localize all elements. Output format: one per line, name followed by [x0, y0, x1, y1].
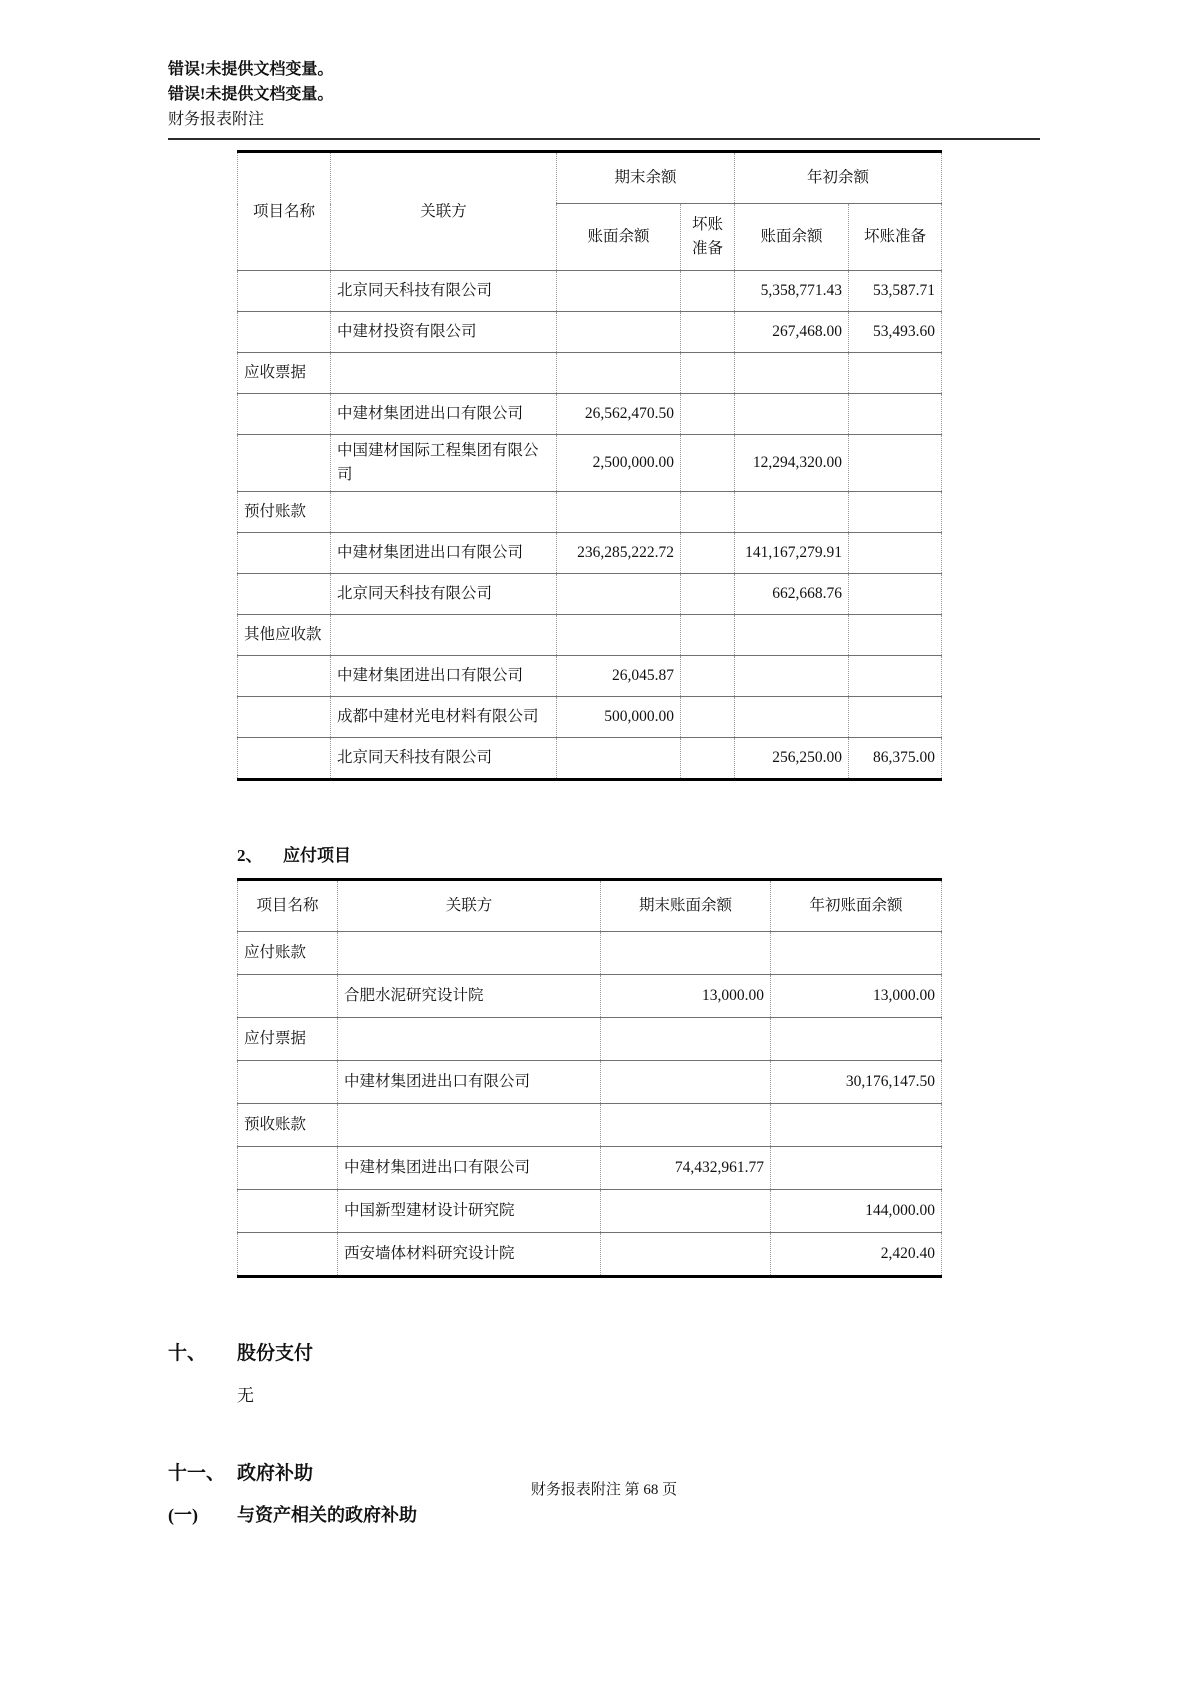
cell-item: [238, 1147, 338, 1190]
header-docvar-line-1: 错误!未提供文档变量。: [168, 61, 334, 78]
cell-party: [331, 353, 557, 394]
cell-beg-balance: 30,176,147.50: [771, 1061, 942, 1104]
table-row: [238, 1147, 942, 1190]
cell-beg-balance: [771, 1018, 942, 1061]
cell-end-bad: [681, 574, 735, 615]
cell-item: 其他应收款: [238, 615, 331, 656]
cell-item: [238, 312, 331, 353]
cell-item: [238, 1190, 338, 1233]
cell-item: [238, 738, 331, 780]
cell-beg-bad: [849, 353, 942, 394]
cell-end-bad: [681, 271, 735, 312]
cell-beg-bad: 53,587.71: [849, 271, 942, 312]
col-header-party: 关联方: [331, 152, 557, 271]
col-header-end-bad-debt: 坏账准备: [681, 204, 735, 271]
table-row: [238, 1018, 942, 1061]
cell-end-book: [557, 312, 681, 353]
section-title: 政府补助: [237, 1463, 314, 1485]
table-row: [238, 394, 942, 435]
cell-end-balance: [601, 1233, 771, 1277]
cell-beg-book: [735, 615, 849, 656]
header-docvar-line-2: 错误!未提供文档变量。: [168, 85, 334, 103]
section-heading-payables: [237, 841, 1040, 866]
cell-end-book: 236,285,222.72: [557, 533, 681, 574]
cell-end-balance: 13,000.00: [601, 975, 771, 1018]
cell-end-balance: [601, 1061, 771, 1104]
section-heading-asset-grants: [168, 1501, 1040, 1527]
cell-end-book: [557, 271, 681, 312]
cell-beg-book: 256,250.00: [735, 738, 849, 780]
cell-party: [331, 615, 557, 656]
cell-party: 北京同天科技有限公司: [331, 271, 557, 312]
section-title: 应付项目: [283, 846, 351, 866]
cell-beg-bad: [849, 656, 942, 697]
cell-beg-bad: [849, 492, 942, 533]
cell-item: [238, 574, 331, 615]
cell-end-book: [557, 615, 681, 656]
cell-beg-book: 267,468.00: [735, 312, 849, 353]
related-party-receivables-table: [237, 150, 942, 781]
col-header-beg-book-balance: 账面余额: [735, 204, 849, 271]
cell-end-book: [557, 574, 681, 615]
cell-party: [338, 1018, 601, 1061]
cell-beg-book: [735, 353, 849, 394]
cell-end-balance: [601, 1018, 771, 1061]
section-heading-share-payment: [168, 1338, 1040, 1365]
cell-beg-book: 5,358,771.43: [735, 271, 849, 312]
cell-end-book: [557, 738, 681, 780]
cell-end-book: [557, 492, 681, 533]
cell-party: 中建材集团进出口有限公司: [331, 533, 557, 574]
table-row: [238, 1061, 942, 1104]
cell-beg-book: [735, 697, 849, 738]
col-header-ending-balance: 期末余额: [557, 152, 735, 204]
cell-beg-bad: [849, 697, 942, 738]
cell-beg-bad: 53,493.60: [849, 312, 942, 353]
cell-party: 中国新型建材设计研究院: [338, 1190, 601, 1233]
section-number: (一): [168, 1505, 198, 1526]
cell-item: [238, 1233, 338, 1277]
cell-end-book: [557, 353, 681, 394]
cell-party: [331, 492, 557, 533]
table-row: [238, 697, 942, 738]
cell-beg-balance: 2,420.40: [771, 1233, 942, 1277]
table-row: [238, 932, 942, 975]
cell-end-bad: [681, 353, 735, 394]
cell-item: [238, 533, 331, 574]
header-title: 财务报表附注: [168, 110, 265, 128]
table-row: [238, 353, 942, 394]
section-number: 十一、: [168, 1463, 226, 1485]
cell-party: 中建材集团进出口有限公司: [331, 394, 557, 435]
cell-beg-balance: [771, 1147, 942, 1190]
cell-party: 合肥水泥研究设计院: [338, 975, 601, 1018]
cell-beg-balance: [771, 932, 942, 975]
cell-party: 成都中建材光电材料有限公司: [331, 697, 557, 738]
cell-end-bad: [681, 533, 735, 574]
cell-beg-bad: [849, 435, 942, 492]
col-header-beginning-balance: 年初余额: [735, 152, 942, 204]
col-header-beg-bad-debt: 坏账准备: [849, 204, 942, 271]
cell-end-bad: [681, 435, 735, 492]
table-row: [238, 1190, 942, 1233]
cell-end-book: 26,045.87: [557, 656, 681, 697]
cell-beg-book: [735, 656, 849, 697]
page-header: [168, 58, 1040, 140]
table-row: [238, 1104, 942, 1147]
section-title: 与资产相关的政府补助: [237, 1505, 417, 1526]
cell-item: [238, 975, 338, 1018]
cell-item: 应付账款: [238, 932, 338, 975]
header-rule: [168, 138, 1040, 140]
table-row: [238, 312, 942, 353]
cell-beg-book: 12,294,320.00: [735, 435, 849, 492]
page-footer: 财务报表附注 第 68 页: [530, 1482, 678, 1498]
cell-end-bad: [681, 312, 735, 353]
table-row: [238, 492, 942, 533]
table-row: [238, 1233, 942, 1277]
payables-table-wrap: [237, 878, 941, 1278]
cell-beg-bad: [849, 615, 942, 656]
cell-beg-bad: [849, 394, 942, 435]
cell-party: 西安墙体材料研究设计院: [338, 1233, 601, 1277]
cell-end-book: 500,000.00: [557, 697, 681, 738]
cell-party: 中建材集团进出口有限公司: [338, 1061, 601, 1104]
col-header-item: 项目名称: [238, 880, 338, 932]
table-row: [238, 656, 942, 697]
col-header-item: 项目名称: [238, 152, 331, 271]
cell-item: 应付票据: [238, 1018, 338, 1061]
cell-end-balance: [601, 1104, 771, 1147]
cell-party: 中国建材国际工程集团有限公司: [331, 435, 557, 492]
cell-item: [238, 697, 331, 738]
cell-party: 中建材集团进出口有限公司: [338, 1147, 601, 1190]
cell-beg-balance: [771, 1104, 942, 1147]
cell-end-balance: [601, 932, 771, 975]
cell-beg-balance: 144,000.00: [771, 1190, 942, 1233]
col-header-end-book-balance: 账面余额: [557, 204, 681, 271]
table-row: [238, 533, 942, 574]
table-row: [238, 574, 942, 615]
related-party-payables-table: [237, 878, 942, 1278]
table-header-row: [238, 152, 942, 204]
col-header-beginning-book-balance: 年初账面余额: [771, 880, 942, 932]
cell-item: [238, 435, 331, 492]
section-number: 2、: [237, 846, 263, 866]
table-row: [238, 435, 942, 492]
col-header-ending-book-balance: 期末账面余额: [601, 880, 771, 932]
cell-end-book: 2,500,000.00: [557, 435, 681, 492]
cell-end-bad: [681, 492, 735, 533]
cell-item: 应收票据: [238, 353, 331, 394]
cell-party: 北京同天科技有限公司: [331, 738, 557, 780]
cell-beg-book: 662,668.76: [735, 574, 849, 615]
cell-item: [238, 1061, 338, 1104]
cell-end-book: 26,562,470.50: [557, 394, 681, 435]
cell-end-bad: [681, 656, 735, 697]
cell-beg-book: 141,167,279.91: [735, 533, 849, 574]
table-row: [238, 975, 942, 1018]
cell-end-balance: [601, 1190, 771, 1233]
cell-end-bad: [681, 615, 735, 656]
cell-party: [338, 1104, 601, 1147]
cell-end-balance: 74,432,961.77: [601, 1147, 771, 1190]
cell-end-bad: [681, 697, 735, 738]
cell-party: 北京同天科技有限公司: [331, 574, 557, 615]
cell-item: [238, 656, 331, 697]
cell-beg-bad: 86,375.00: [849, 738, 942, 780]
cell-beg-book: [735, 492, 849, 533]
cell-item: [238, 394, 331, 435]
cell-beg-bad: [849, 574, 942, 615]
cell-party: [338, 932, 601, 975]
table-header-row: [238, 880, 942, 932]
cell-end-bad: [681, 738, 735, 780]
section-body-none: 无: [237, 1386, 254, 1406]
section-number: 十、: [168, 1343, 207, 1365]
cell-item: 预收账款: [238, 1104, 338, 1147]
cell-beg-book: [735, 394, 849, 435]
table-row: [238, 738, 942, 780]
cell-party: 中建材投资有限公司: [331, 312, 557, 353]
receivables-table-wrap: [237, 150, 941, 781]
col-header-party: 关联方: [338, 880, 601, 932]
table-row: [238, 271, 942, 312]
cell-item: 预付账款: [238, 492, 331, 533]
cell-party: 中建材集团进出口有限公司: [331, 656, 557, 697]
cell-beg-bad: [849, 533, 942, 574]
section-title: 股份支付: [237, 1343, 314, 1365]
cell-item: [238, 271, 331, 312]
table-row: [238, 615, 942, 656]
cell-beg-balance: 13,000.00: [771, 975, 942, 1018]
cell-end-bad: [681, 394, 735, 435]
